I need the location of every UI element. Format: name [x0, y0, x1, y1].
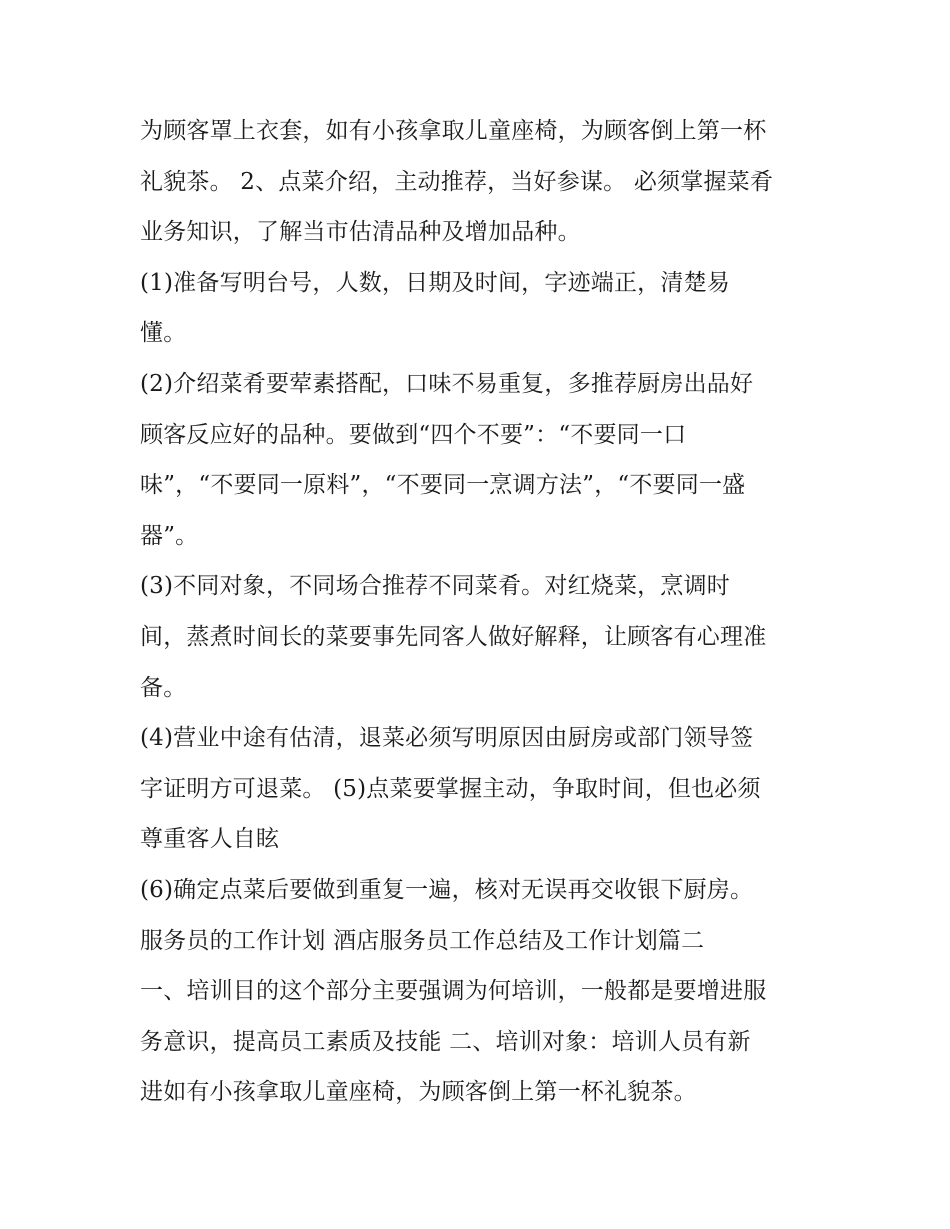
text-line: 进如有小孩拿取儿童座椅，为顾客倒上第一杯礼貌茶。 — [140, 1079, 697, 1106]
text-line: (4)营业中途有估清，退菜必须写明原因由厨房或部门领导签 — [140, 725, 754, 752]
text-line: 为顾客罩上衣套，如有小孩拿取儿童座椅，为顾客倒上第一杯 — [140, 118, 767, 144]
text-line: 顾客反应好的品种。要做到“四个不要”：“不要同一口 — [140, 421, 687, 448]
text-line: 字证明方可退菜。 (5)点菜要掌握主动，争取时间，但也必须 — [140, 775, 761, 802]
text-line: 一、培训目的这个部分主要强调为何培训，一般都是要增进服 — [140, 978, 767, 1005]
text-line: (6)确定点菜后要做到重复一遍，核对无误再交收银下厨房。 — [140, 876, 754, 903]
text-line: 备。 — [140, 674, 187, 701]
text-line: 礼貌茶。 2、点菜介绍，主动推荐，当好参谋。 必须掌握菜肴 — [140, 168, 774, 195]
text-line: 味”，“不要同一原料”，“不要同一烹调方法”，“不要同一盛 — [140, 472, 746, 499]
text-line: 懂。 — [140, 320, 187, 347]
text-line: 器”。 — [140, 522, 199, 549]
text-line: 尊重客人自眩 — [140, 826, 280, 853]
text-line: 业务知识，了解当市估清品种及增加品种。 — [140, 219, 581, 246]
text-line: (1)准备写明台号，人数，日期及时间，字迹端正，清楚易 — [140, 269, 730, 296]
text-line: (2)介绍菜肴要荤素搭配，口味不易重复，多推荐厨房出品好 — [140, 370, 754, 397]
text-line: 服务员的工作计划 酒店服务员工作总结及工作计划篇二 — [140, 927, 705, 954]
text-line: 间，蒸煮时间长的菜要事先同客人做好解释，让顾客有心理准 — [140, 623, 767, 650]
text-line: 务意识，提高员工素质及技能 二、培训对象：培训人员有新 — [140, 1028, 751, 1055]
document-body — [140, 106, 820, 1118]
text-line: (3)不同对象，不同场合推荐不同菜肴。对红烧菜，烹调时 — [140, 573, 730, 600]
